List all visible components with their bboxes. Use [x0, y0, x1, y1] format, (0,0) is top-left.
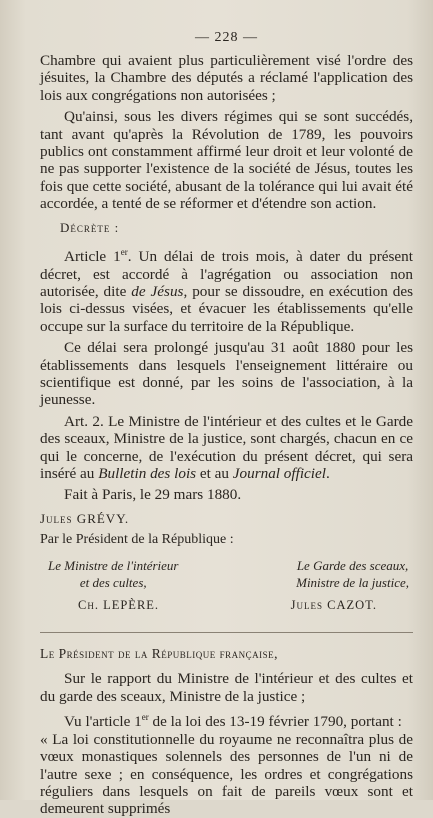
article-text: Art. 2. Le Ministre de l'intérieur et des cultes et le Garde des sceaux, Ministre de la justice, sont chargés, chacun en ce qui le concerne, de l'exécution du présent décret, qui sera inséré au — [40, 412, 413, 482]
article-1 — [40, 244, 413, 335]
paragraph — [40, 709, 413, 730]
paragraph: Sur le rapport du Ministre de l'intérieur et des cultes et du garde des sceaux, Ministre de la justice ; — [40, 670, 413, 705]
article-text: . Un délai de trois mois, à dater du présent décret, est accordé à l'agrégation ou association non autorisée, dite — [40, 248, 413, 300]
minister-titles — [40, 557, 413, 591]
article-text: . — [325, 465, 330, 482]
article-text: , pour se dissoudre, en exécution des lois ci-dessus visées, et évacuer les établissements qu'elle occupe sur la surface du territoire de la République. — [40, 282, 414, 335]
paragraph: Qu'ainsi, sous les divers régimes qui se sont succédés, tant avant qu'après la Révolution de 1789, les pouvoirs publics ont constamment affirmé leur droit et leur volonté de ne pas supporter l'existence de la société de Jésus, toutes les fois que cette société, abusant de la tolérance qui lui avait été accordée, a tenté de se réformer et d'étendre son action. — [40, 108, 413, 213]
text: Vu l'article 1 — [64, 713, 142, 731]
minister-title: Ministre de la justice, — [296, 574, 409, 590]
date-line: Fait à Paris, le 29 mars 1880. — [64, 486, 242, 504]
italic-text: de Jésus — [131, 282, 184, 300]
signature-left: Ch. LEPÈRE. — [78, 597, 160, 612]
article-label: Article 1 — [64, 248, 121, 266]
italic-text: Bulletin des lois — [98, 465, 197, 482]
signature-right: Jules CAZOT. — [290, 597, 377, 612]
minister-left — [48, 557, 178, 591]
article-text: et au — [196, 465, 233, 482]
president-signature: Jules GRÉVY. — [40, 510, 130, 526]
decrete-heading: Décrète : — [60, 219, 120, 235]
paragraph: Chambre qui avaient plus particulièrement visé l'ordre des jésuites, la Chambre des députés a réclamé l'application des lois aux congrégations non autorisées ; — [40, 52, 413, 104]
minister-names — [40, 597, 413, 614]
minister-title: Le Garde des sceaux, — [296, 557, 409, 573]
superscript: er — [120, 247, 128, 258]
countersign-line: Par le Président de la République : — [40, 532, 234, 548]
italic-text: Journal officiel — [232, 465, 326, 482]
divider — [40, 632, 413, 633]
page-number: — 228 — — [195, 30, 258, 45]
minister-right — [296, 557, 409, 591]
paragraph: « La loi constitutionnelle du royaume ne reconnaîtra plus de vœux monastiques solennels des personnes de l'un ni de l'autre sexe ; en conséquence, les ordres et congrégations réguliers dans lesquels on fait de pareils vœux sont et demeurent supprimés — [40, 730, 413, 818]
paragraph: Ce délai sera prolongé jusqu'au 31 août 1880 pour les établissements dans lesquels l'enseignement littéraire ou scientifique est donné, par les soins de l'association, à la jeunesse. — [40, 339, 413, 409]
second-decree-heading: Le Président de la République française, — [40, 646, 279, 662]
minister-title: et des cultes, — [79, 574, 147, 590]
superscript: er — [141, 712, 149, 723]
text: de la loi des 13-19 février 1790, portant : — [148, 713, 402, 731]
page-body — [40, 52, 413, 818]
article-2 — [40, 413, 413, 483]
minister-title: Le Ministre de l'intérieur — [48, 557, 179, 573]
